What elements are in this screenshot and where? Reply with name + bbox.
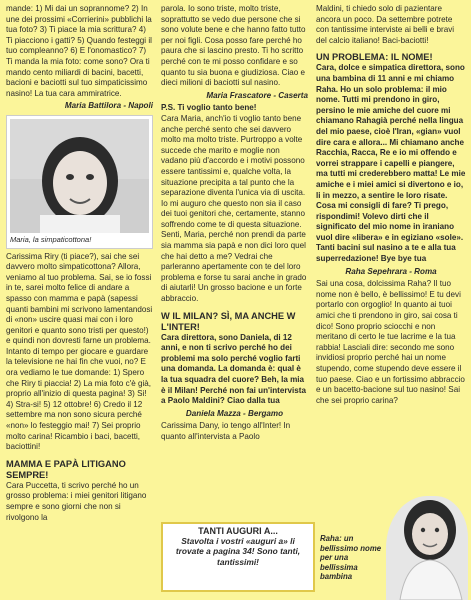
- auguri-box: [161, 522, 315, 592]
- column-right: [316, 4, 466, 406]
- letter-text: Cara, dolce e simpatica direttora, sono una bambina di 11 anni e mi chiamo Raha. Ho un solo problema: il mio nome. Tutti mi prendono in giro, persino le mie amiche del cuore mi chiamano Rahagià perché nella lingua del mio paese, cioè l'Iran, «gian» vuol dire cara e allora... Mi chiamano anche Racchia, Racca, Re e io mi offendo e vorrei strappare i capelli e piangere, ma tutti mi crederebbero matta! Le mie amiche e i miei amici si divertono e io, li in mezzo, a sentire le loro risate. Cosa mi consigli di fare? Ti prego, rispondimi! Volevo dirti che il significato del mio nome in iraniano vuol dire «libera» e in egiziano «sole». Tanti bacini sul nasino a te e alla tua superredazione! Bye bye tua: [316, 63, 466, 264]
- section-heading: UN PROBLEMA: IL NOME!: [316, 52, 433, 63]
- column-middle: [161, 4, 308, 443]
- reply-text: Cara Maria, anch'io ti voglio tanto bene anche perché sento che sei davvero molto ma molto triste. Purtroppo a volte succede che marito e moglie non vadano più d'accordo e i motivi possono essere tantissimi e, qualche volta, la situazione precipita a tal punto che la separazione diventa l'unica via di uscita. Io mi auguro che questo non sia il caso dei tuoi genitori che, certamente, stanno soffrendo come te di questa situazione. Senti, Maria, perché non prendi da parte sia mamma sia papà e non dici loro quel che hai detto a me? Vedrai che parleranno apertamente con te del loro problema e forse tu sarai anche in grado di aiutarli! Un grosso bacione e un forte abbraccio.: [161, 113, 307, 304]
- auguri-text: Stavolta i vostri «auguri a» li trovate a pagina 34! Sono tanti, tantissimi!: [175, 536, 301, 567]
- letter-text: mande: 1) Mi dai un soprannome? 2) In une dei prossimi «Corrierini» pubblichi la tua foto? 3) Ti piace la mia scrittura? 4) Ti piacciono i gatti? 5) Quando festeggi il tuo compleanno? 6) E l'onomastico? 7) Ti manda la mia foto: come sono? Ora ti mando cento miliardi di bacini, bacetti, bacioni e baciotti sul tuo simpaticissimo nasino! La tua cara ammiratrice.: [6, 4, 152, 98]
- photo-maria: [6, 115, 153, 249]
- section-heading: MAMMA E PAPÀ LITIGANO SEMPRE!: [6, 458, 126, 480]
- letter-signature: Raha Sepehrara - Roma: [345, 266, 437, 276]
- reply-text: Sai una cosa, dolcissima Raha? Il tuo nome non è bello, è bellissimo! E tu devi portarlo con orgoglio! In quanto ai tuoi amici che ti prendono in giro, sai cosa ti dico! Sono proprio sciocchi e non meritano di certo le tue lacrime e la tua rabbia! Lasciali dire: secondo me sono invidiosi proprio perché hai un nome stupendo, come stupendo deve essere il tuo paese. Ciao e un fortissimo abbraccio e un bacetto-bacione sul tuo nasino! Sai che sei proprio carina?: [316, 279, 465, 405]
- letter-signature: Maria Battilora - Napoli: [64, 101, 153, 111]
- column-left: [6, 4, 153, 523]
- postscript: P.S. Ti voglio tanto bene!: [161, 103, 257, 113]
- girl-photo-icon: [386, 496, 468, 600]
- portrait-photo-image: [10, 119, 149, 233]
- reply-text: Carissima Riry (ti piace?), sai che sei davvero molto simpaticottona? Allora, veniamo al tuo problema. Sai, se io fossi in te, sarei molto felice di andare a spasso con mamma e papà (sapessi quanti bambini mi scrivono lamentandosi di «non» uscire quasi mai con i loro genitori e quanto sono tristi per questo!) e quindi non dovresti farne un problema. Intanto di tempo per giocare e guardare la televisione ne hai fin che vuoi, no? E ora vediamo le tue domande: 1) Spero che Riry ti piaccia! 2) La mia foto c'è già, proprio all'inizio di questa pagina! 3) Si! 4) Stra-si! 5) 12 ottobre! 6) Credo il 12 settembre ma non sono sicura perché «non» lo festeggio mai! 7) Sei proprio molto carina! Ricambio i baci, bacetti, baciottini!: [6, 251, 153, 452]
- section-heading: W IL MILAN? SÌ, MA ANCHE W L'INTER!: [161, 310, 296, 332]
- letter-signature: Daniela Mazza - Bergamo: [185, 408, 284, 418]
- reply-text: Maldini, ti chiedo solo di pazientare ancora un poco. Da settembre potrete con tantissime interviste ai belli e bravi del calcio italiano! Baci-baciotti!: [316, 4, 455, 45]
- letter-text: Cara Puccetta, ti scrivo perché ho un grosso problema: i miei genitori litigano sempre e sono giorni che non si rivolgono la: [6, 480, 147, 522]
- photo-caption: Maria, la simpaticottona!: [10, 234, 92, 244]
- letter-text: Cara direttora, sono Daniela, di 12 anni, e non ti scrivo perché ho dei problemi ma solo perché voglio farti una domanda. La domanda è: qual è la tua squadra del cuore? Beh, la mia è il Milan! Perché non fai un'intervista a Paolo Maldini? Ciao dalla tua: [161, 332, 306, 406]
- letter-text: parola. Io sono triste, molto triste, soprattutto se vedo due persone che si sono volute bene e che hanno fatto tutto per noi figli. Cosa posso fare perché ho paura che si lascino presto. Ti ho scritto perché con te mi posso confidare e so quanto tu sia buona e giudiziosa. Ciao e dieci milioni di baciotti sul nasino.: [161, 4, 306, 88]
- portrait-girl-icon: [10, 119, 149, 233]
- girl-photo-caption: Raha: un bellissimo nome per una bellissima bambina: [320, 534, 382, 582]
- reply-text: Carissima Dany, io tengo all'Inter! In quanto all'intervista a Paolo: [161, 421, 291, 441]
- auguri-title: TANTI AUGURI A...: [198, 526, 278, 536]
- photo-raha: [386, 496, 468, 600]
- letter-signature: Maria Frascatore - Caserta: [206, 90, 308, 100]
